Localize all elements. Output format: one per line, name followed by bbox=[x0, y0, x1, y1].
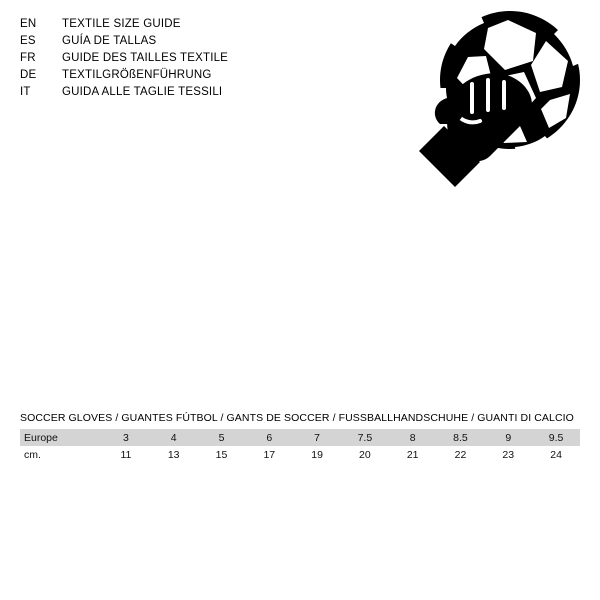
table-row bbox=[20, 429, 580, 446]
row-label-europe: Europe bbox=[24, 431, 58, 444]
cell-cm-5: 20 bbox=[359, 448, 371, 461]
cell-europe-4: 7 bbox=[314, 431, 320, 444]
cell-cm-1: 13 bbox=[167, 448, 180, 461]
row-label-cm: cm. bbox=[24, 448, 41, 461]
language-code-en: EN bbox=[20, 18, 37, 30]
cell-cm-6: 21 bbox=[406, 448, 419, 461]
cell-europe-5: 7.5 bbox=[357, 431, 373, 444]
cell-cm-9: 24 bbox=[550, 448, 562, 461]
cell-europe-6: 8 bbox=[409, 431, 416, 444]
cell-europe-3: 6 bbox=[266, 431, 273, 444]
cell-cm-0: 11 bbox=[120, 448, 132, 461]
language-code-fr: FR bbox=[20, 52, 36, 64]
language-row-it bbox=[20, 84, 350, 101]
language-title-fr: GUIDE DES TAILLES TEXTILE bbox=[62, 52, 229, 64]
cell-europe-0: 3 bbox=[122, 431, 129, 444]
language-row-es bbox=[20, 33, 350, 50]
size-table-caption: SOCCER GLOVES / GUANTES FÚTBOL / GANTS DE SOCCER / FUSSBALLHANDSCHUHE / GUANTI DI CALCIO bbox=[20, 412, 574, 424]
cell-europe-8: 9 bbox=[505, 431, 512, 444]
cell-cm-2: 15 bbox=[215, 448, 228, 461]
table-row bbox=[20, 446, 580, 463]
language-code-it: IT bbox=[20, 86, 31, 98]
language-row-de bbox=[20, 67, 350, 84]
size-table-section bbox=[20, 412, 580, 463]
language-title-it: GUIDA ALLE TAGLIE TESSILI bbox=[62, 86, 223, 98]
language-code-es: ES bbox=[20, 35, 36, 47]
cell-cm-8: 23 bbox=[502, 448, 515, 461]
cell-europe-2: 5 bbox=[218, 431, 225, 444]
language-title-es: GUÍA DE TALLAS bbox=[62, 35, 157, 47]
language-row-fr bbox=[20, 50, 350, 67]
cell-cm-3: 17 bbox=[263, 448, 276, 461]
language-code-de: DE bbox=[20, 69, 37, 81]
cell-europe-9: 9.5 bbox=[548, 431, 564, 444]
language-title-de: TEXTILGRÖßENFÜHRUNG bbox=[62, 69, 212, 81]
cell-cm-7: 22 bbox=[454, 448, 467, 461]
language-title-list bbox=[20, 16, 350, 101]
language-row-en bbox=[20, 16, 350, 33]
cell-europe-7: 8.5 bbox=[453, 431, 468, 444]
cell-cm-4: 19 bbox=[311, 448, 323, 461]
goalkeeper-glove-and-ball-icon bbox=[400, 8, 585, 193]
soccer-gloves-size-table bbox=[20, 429, 580, 463]
language-title-en: TEXTILE SIZE GUIDE bbox=[62, 18, 181, 30]
cell-europe-1: 4 bbox=[170, 431, 177, 444]
